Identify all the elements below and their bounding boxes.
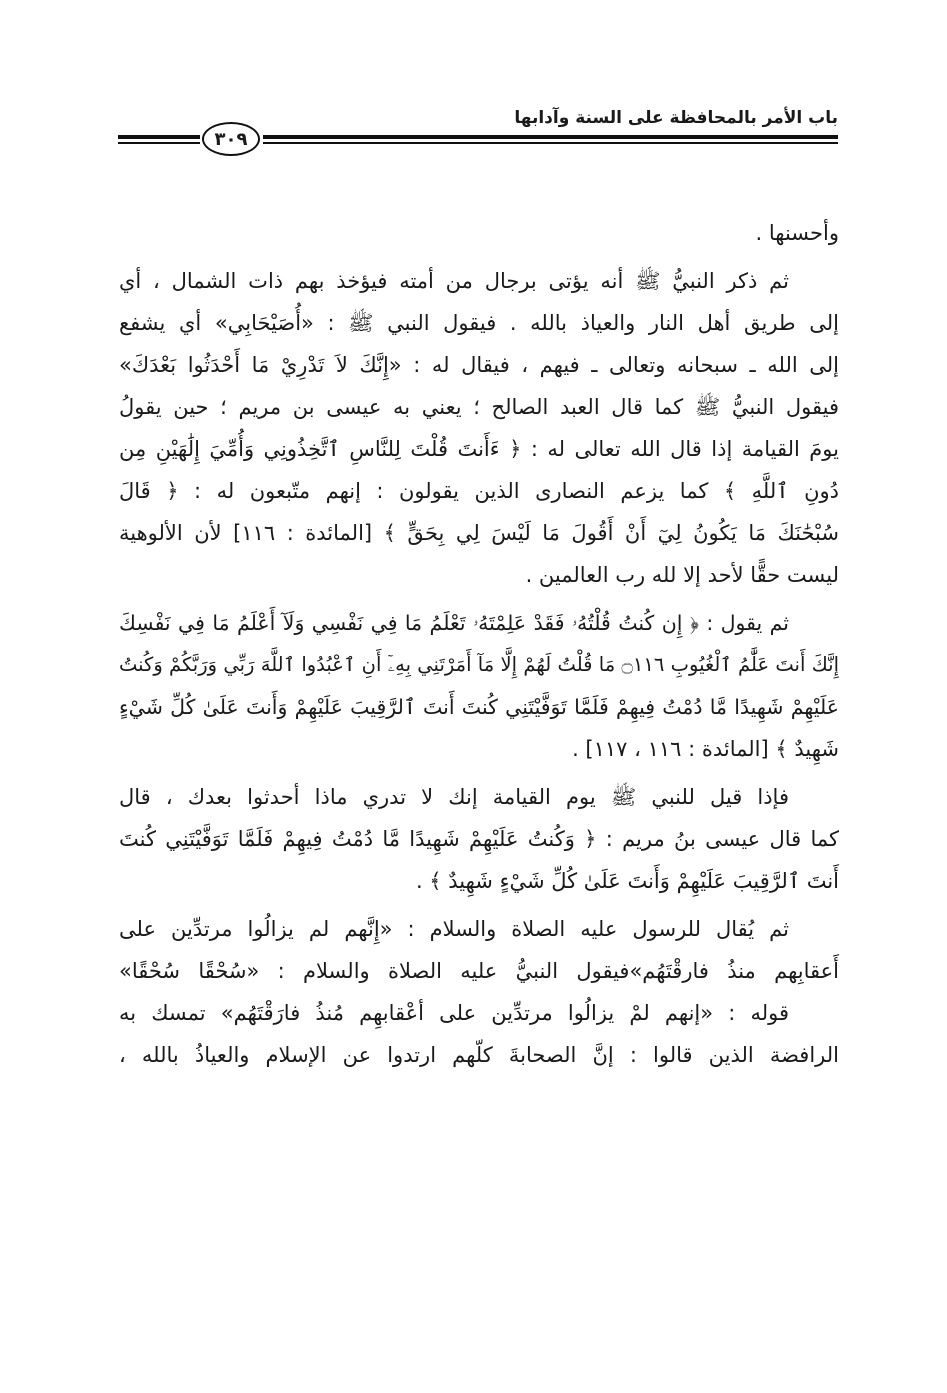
page-number: ٣٠٩ <box>202 122 260 156</box>
text-line: كما قال عيسى بنُ مريم : ﴿ وَكُنتُ عَلَيْهِمْ شَهِيدًا مَّا دُمْتُ فِيهِمْ فَلَمَّا تَوَفَّيْتَنِي كُنتَ <box>119 827 839 851</box>
header-rule <box>263 135 838 139</box>
paragraph <box>119 992 839 1076</box>
text-line: ثم يُقال للرسول عليه الصلاة والسلام : «إِنَّهم لم يزالُوا مرتدِّين على <box>119 917 789 941</box>
header-rule <box>263 142 838 144</box>
text-line: شَهِيدٌ ﴾ [المائدة : ١١٦ ، ١١٧] . <box>572 737 839 761</box>
paragraph <box>119 908 839 992</box>
text-line: الرافضة الذين قالوا : إنَّ الصحابةَ كلّهم ارتدوا عن الإسلام والعياذُ بالله ، <box>119 1043 839 1067</box>
text-line: إلى الله ـ سبحانه وتعالى ـ فيهم ، فيقال له : «إِنَّكَ لاَ تَدْرِيْ مَا أَحْدَثُوا بَعْدَكَ» <box>119 353 839 377</box>
header-rule <box>118 135 200 139</box>
text-line: ثم ذكر النبيُّ ﷺ أنه يؤتى برجال من أمته فيؤخذ بهم ذات الشمال ، أي <box>119 269 789 293</box>
text-line: قوله : «إنهم لمْ يزالُوا مرتدِّين على أعْقابهِم مُنذُ فارَقْتَهُم» تمسك به <box>119 1001 789 1025</box>
text-line: أَنتَ ٱلرَّقِيبَ عَلَيْهِمْ وَأَنتَ عَلَىٰ كُلِّ شَيْءٍ شَهِيدٌ ﴾ . <box>415 869 839 893</box>
text-line: فإذا قيل للنبي ﷺ يوم القيامة إنك لا تدري ماذا أحدثوا بعدك ، قال <box>119 785 789 809</box>
text-line: عَلَيْهِمْ شَهِيدًا مَّا دُمْتُ فِيهِمْ فَلَمَّا تَوَفَّيْتَنِي كُنتَ أَنتَ ٱلرَّقِيبَ عَلَيْهِمْ وَأَنتَ عَلَىٰ كُلِّ شَيْءٍ <box>119 695 839 719</box>
paragraph <box>119 260 839 596</box>
text-line: يومَ القيامة إذا قال الله تعالى له : ﴿ ءَأَنتَ قُلْتَ لِلنَّاسِ ٱتَّخِذُونِي وَأُمِّيَ إِلَٰهَيْنِ مِن <box>119 437 839 461</box>
body-text <box>119 212 839 1076</box>
paragraph <box>119 776 839 902</box>
header-rule <box>118 142 200 144</box>
text-line: ليست حقًّا لأحد إلا لله رب العالمين . <box>525 563 839 587</box>
text-line: دُونِ ٱللَّهِ ﴾ كما يزعم النصارى الذين يقولون : إنهم متّبعون له : ﴿ قَالَ <box>119 479 839 503</box>
text-line: فيقول النبيُّ ﷺ كما قال العبد الصالح ؛ يعني به عيسى بن مريم ؛ حين يقولُ <box>119 395 839 419</box>
text-line: إِنَّكَ أَنتَ عَلَّٰمُ ٱلْغُيُوبِ ۝١١٦ مَا قُلْتُ لَهُمْ إِلَّا مَآ أَمَرْتَنِي بِهِۦٓ أَنِ ٱعْبُدُوا ٱللَّهَ رَبِّي وَرَبَّكُمْ وَكُنتُ <box>119 653 839 676</box>
paragraph <box>119 602 839 770</box>
text-line: سُبْحَٰنَكَ مَا يَكُونُ لِيٓ أَنْ أَقُولَ مَا لَيْسَ لِي بِحَقٍّ ﴾ [المائدة : ١١٦] لأن الألوهية <box>119 521 839 545</box>
paragraph <box>119 212 839 254</box>
text-line: إلى طريق أهل النار والعياذ بالله . فيقول النبي ﷺ : «أُصَيْحَابِي» أي يشفع <box>119 311 839 335</box>
text-line: ثم يقول : ﴿ إِن كُنتُ قُلْتُهُۥ فَقَدْ عَلِمْتَهُۥ تَعْلَمُ مَا فِي نَفْسِي وَلَآ أَعْلَمُ مَا فِي نَفْسِكَ <box>119 611 789 635</box>
running-header <box>118 108 838 158</box>
chapter-title: باب الأمر بالمحافظة على السنة وآدابها <box>514 108 838 128</box>
text-line: أَعقابِهم منذُ فارقْتَهُم»فيقول النبيُّ عليه الصلاة والسلام : «سُحْقًا سُحْقًا» <box>119 959 839 983</box>
text-line: وأحسنها . <box>755 221 839 245</box>
